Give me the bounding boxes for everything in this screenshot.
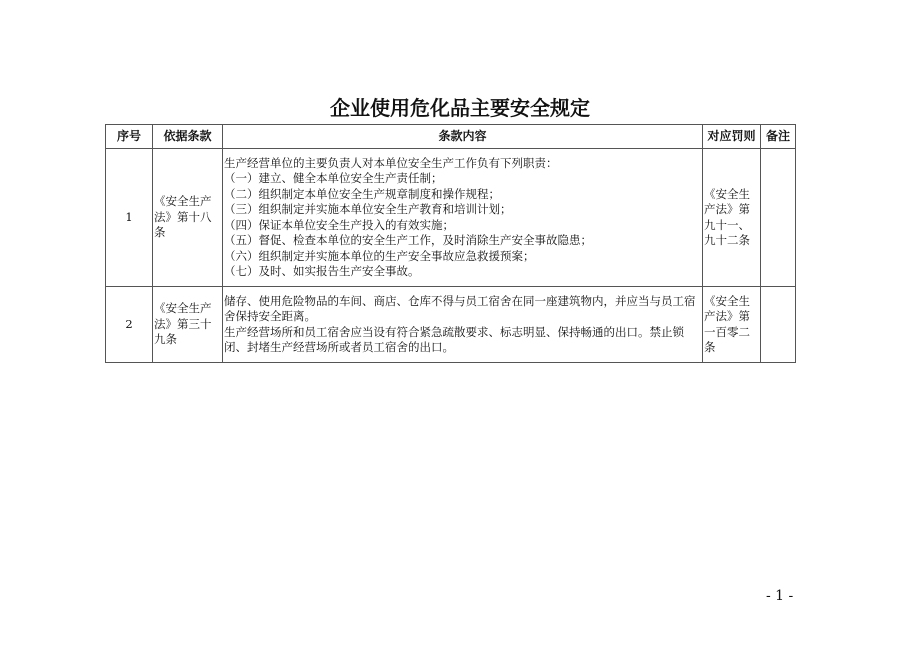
row-basis: 《安全生产法》第三十九条 [153,287,223,363]
header-basis: 依据条款 [153,125,223,149]
content-line: （四）保证本单位安全生产投入的有效实施； [224,217,454,232]
content-line: （五）督促、检查本单位的安全生产工作，及时消除生产安全事故隐患； [224,233,592,247]
content-line: （七）及时、如实报告生产安全事故。 [224,264,420,278]
row-penalty: 《安全生产法》第九十一、九十二条 [703,149,761,287]
content-line: （三）组织制定并实施本单位安全生产教育和培训计划； [224,202,512,216]
table-header-row [106,125,796,149]
content-paragraph: 储存、使用危险物品的车间、商店、仓库不得与员工宿舍在同一座建筑物内，并应当与员工宿舍保持安全距离。 [224,293,696,323]
content-line: （六）组织制定并实施本单位的生产安全事故应急救援预案； [224,248,535,263]
table-row [106,149,796,287]
row-note [761,287,796,363]
row-content [223,149,703,287]
content-line: （一）建立、健全本单位安全生产责任制； [224,171,443,185]
page-number: - 1 - [766,588,794,604]
header-content: 条款内容 [223,125,703,149]
row-penalty: 《安全生产法》第一百零二条 [703,287,761,363]
content-paragraph: 生产经营场所和员工宿舍应当设有符合紧急疏散要求、标志明显、保持畅通的出口。禁止锁闭、封堵生产经营场所或者员工宿舍的出口。 [224,324,684,354]
row-note [761,149,796,287]
content-line: （二）组织制定本单位安全生产规章制度和操作规程； [224,186,500,201]
header-penalty: 对应罚则 [703,125,761,149]
row-basis: 《安全生产法》第十八条 [153,149,223,287]
header-note: 备注 [761,125,796,149]
row-no: 1 [106,149,153,287]
regulations-table [105,124,796,363]
row-no: 2 [106,287,153,363]
content-line: 生产经营单位的主要负责人对本单位安全生产工作负有下列职责： [224,155,558,170]
row-content [223,287,703,363]
table-row [106,287,796,363]
page-title: 企业使用危化品主要安全规定 [330,96,590,120]
header-no: 序号 [106,125,153,149]
